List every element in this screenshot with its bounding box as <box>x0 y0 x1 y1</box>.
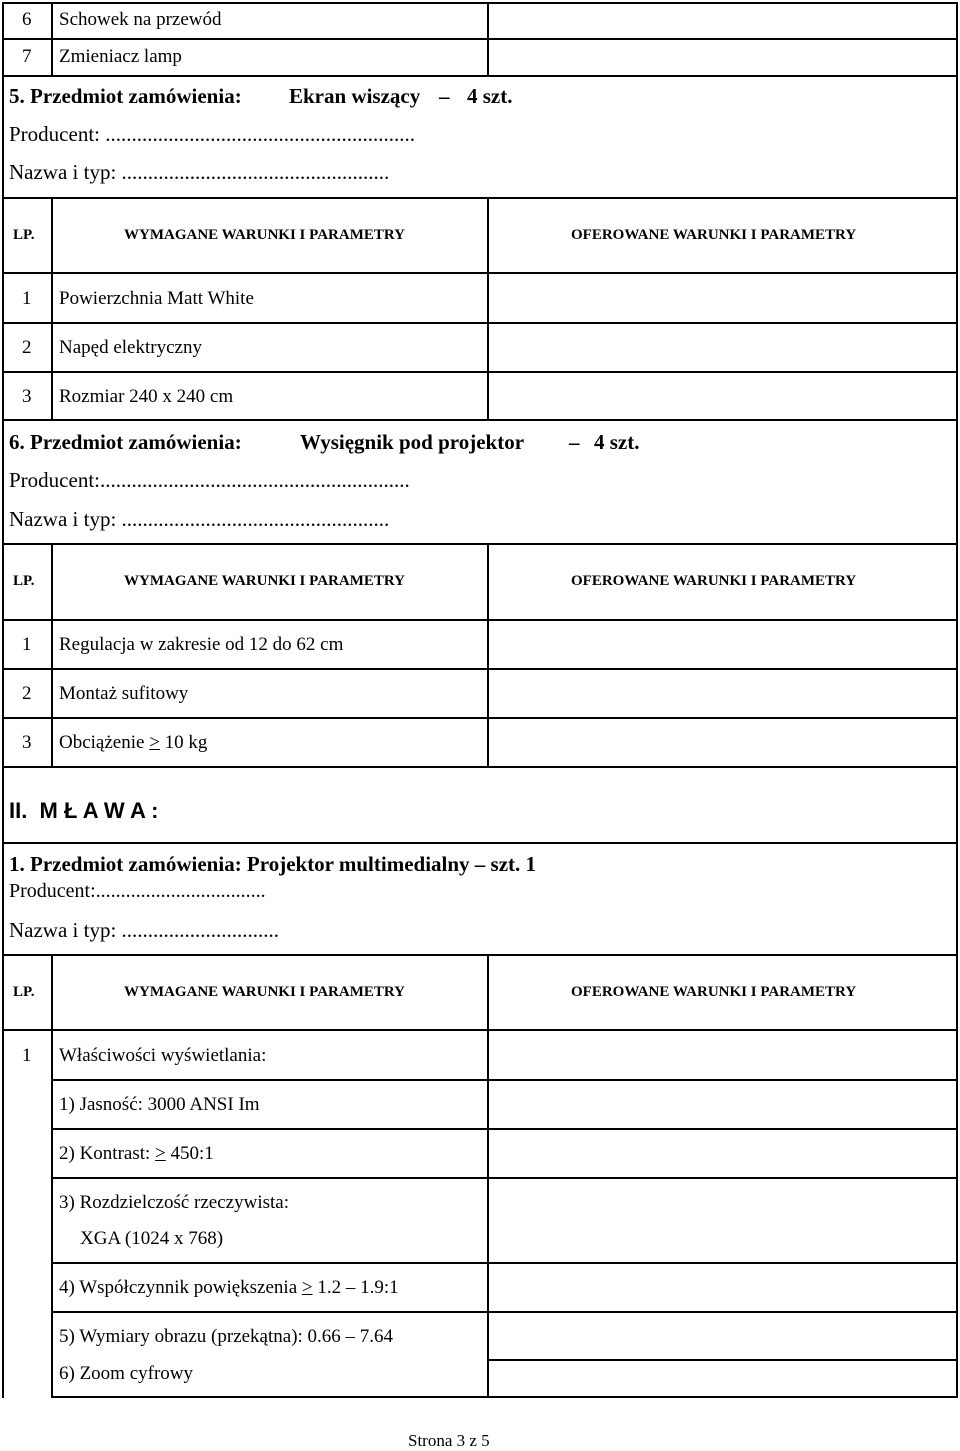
gte-symbol: > <box>301 1277 313 1298</box>
rule <box>956 766 958 844</box>
item5-title-name: Ekran wiszący <box>289 84 421 108</box>
rule <box>51 1311 958 1313</box>
row-text: Zmieniacz lamp <box>59 46 182 67</box>
rule <box>956 2 958 77</box>
rule <box>956 197 958 421</box>
rule <box>51 1128 958 1130</box>
text-part: Obciążenie <box>59 732 150 753</box>
property: 1) Jasność: 3000 ANSI Im <box>59 1094 260 1115</box>
row-text: Schowek na przewód <box>59 9 222 30</box>
property: 3) Rozdzielczość rzeczywista: <box>59 1192 289 1213</box>
rule <box>2 717 958 719</box>
row-number: 6 <box>22 9 32 30</box>
rule <box>51 1177 958 1179</box>
rule <box>2 668 958 670</box>
row-number: 1 <box>22 288 32 309</box>
property: 5) Wymiary obrazu (przekątna): 0.66 – 7.64 <box>59 1326 394 1347</box>
rule <box>2 272 958 274</box>
rule <box>956 75 958 199</box>
header-required: WYMAGANE WARUNKI I PARAMETRY <box>124 984 406 1000</box>
rule <box>956 842 958 956</box>
header-lp: LP. <box>13 227 35 243</box>
row-number: 3 <box>22 732 32 753</box>
item6-type: Nazwa i typ: ................................................... <box>9 507 390 531</box>
rule <box>2 1029 958 1031</box>
row-number: 3 <box>22 386 32 407</box>
item6-title-prefix: 6. Przedmiot zamówienia: <box>9 430 242 454</box>
item5-title-qty: 4 szt. <box>467 84 513 108</box>
row-text: Montaż sufitowy <box>59 683 189 704</box>
row-number: 2 <box>22 683 32 704</box>
rule <box>2 322 958 324</box>
rule <box>2 543 958 545</box>
rule <box>51 2 53 77</box>
row-text <box>59 732 207 754</box>
item5-title-dash: – <box>439 84 450 108</box>
text-part: 10 kg <box>159 732 208 753</box>
header-offered: OFEROWANE WARUNKI I PARAMETRY <box>571 573 857 589</box>
item5-producer: Producent: ........................................................... <box>9 122 415 146</box>
header-offered: OFEROWANE WARUNKI I PARAMETRY <box>571 227 857 243</box>
rule <box>2 371 958 373</box>
rule <box>2 38 958 40</box>
row-text: Napęd elektryczny <box>59 337 202 358</box>
rule <box>51 1396 958 1398</box>
header-lp: LP. <box>13 984 35 1000</box>
row-number: 7 <box>22 46 32 67</box>
row-text: Powierzchnia Matt White <box>59 288 254 309</box>
item1-type: Nazwa i typ: .............................. <box>9 918 280 942</box>
header-required: WYMAGANE WARUNKI I PARAMETRY <box>124 573 406 589</box>
rule <box>51 543 53 768</box>
rule <box>956 954 958 1398</box>
item1-title: 1. Przedmiot zamówienia: Projektor multimedialny – szt. 1 <box>9 852 537 876</box>
rule <box>487 2 489 77</box>
rule <box>2 419 958 421</box>
item5-type: Nazwa i typ: ................................................... <box>9 160 390 184</box>
item6-title-name: Wysięgnik pod projektor <box>300 430 525 454</box>
property-detail: XGA (1024 x 768) <box>80 1228 224 1249</box>
rule <box>2 197 958 199</box>
section-heading: II. M Ł A W A : <box>9 798 159 823</box>
rule <box>2 766 4 844</box>
rule <box>2 954 958 956</box>
header-offered: OFEROWANE WARUNKI I PARAMETRY <box>571 984 857 1000</box>
rule <box>2 419 4 545</box>
rule <box>2 75 958 77</box>
row-text: Właściwości wyświetlania: <box>59 1045 267 1066</box>
rule <box>2 197 4 421</box>
rule <box>2 766 958 768</box>
row-number: 1 <box>22 1045 32 1066</box>
text-part: 1.2 – 1.9:1 <box>312 1277 399 1298</box>
header-lp: LP. <box>13 573 35 589</box>
item6-title-qty: 4 szt. <box>594 430 640 454</box>
rule <box>2 2 958 4</box>
rule <box>2 842 958 844</box>
rule <box>2 954 4 1398</box>
rule <box>2 2 4 77</box>
gte-symbol: > <box>155 1143 166 1164</box>
row-number: 2 <box>22 337 32 358</box>
rule <box>51 1079 958 1081</box>
header-required: WYMAGANE WARUNKI I PARAMETRY <box>124 227 406 243</box>
rule <box>51 954 53 1398</box>
row-text: Rozmiar 240 x 240 cm <box>59 386 234 407</box>
item5-title-prefix: 5. Przedmiot zamówienia: <box>9 84 242 108</box>
rule <box>2 543 4 768</box>
text-part: 2) Kontrast: <box>59 1143 156 1164</box>
gte-symbol: > <box>149 732 160 753</box>
text-part: 450:1 <box>165 1143 214 1164</box>
text-part: 4) Współczynnik powiększenia <box>59 1277 302 1298</box>
rule <box>2 619 958 621</box>
property <box>59 1277 399 1299</box>
property: 6) Zoom cyfrowy <box>59 1363 194 1384</box>
item6-producer: Producent:........................................................... <box>9 468 410 492</box>
item6-title-dash: – <box>569 430 580 454</box>
rule <box>956 543 958 768</box>
rule <box>487 954 489 1398</box>
page-number: Strona 3 z 5 <box>408 1431 490 1450</box>
rule <box>51 1262 958 1264</box>
rule <box>956 419 958 545</box>
rule <box>2 842 4 956</box>
row-text: Regulacja w zakresie od 12 do 62 cm <box>59 634 344 655</box>
row-number: 1 <box>22 634 32 655</box>
rule <box>51 197 53 421</box>
item1-producer: Producent:.................................. <box>9 880 266 902</box>
rule <box>487 1359 958 1361</box>
rule <box>487 197 489 421</box>
rule <box>487 543 489 768</box>
rule <box>2 75 4 199</box>
property <box>59 1143 214 1165</box>
